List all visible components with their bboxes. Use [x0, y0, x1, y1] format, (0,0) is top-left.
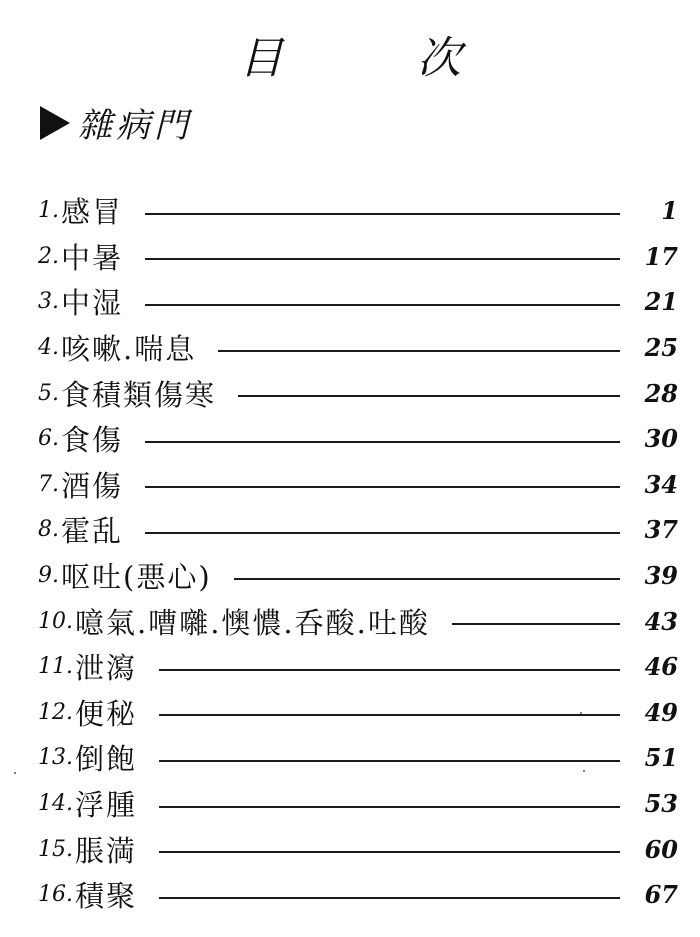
- toc-entry[interactable]: [38, 872, 678, 918]
- entry-title: 感冒: [61, 195, 124, 230]
- entry-page: 67: [644, 880, 678, 910]
- scan-speck: [14, 772, 16, 774]
- entry-title: 浮腫: [75, 788, 138, 823]
- entry-number: 6.: [38, 426, 59, 452]
- leader-line: [159, 851, 620, 853]
- scan-speck: [580, 712, 582, 714]
- entry-page: 37: [644, 515, 678, 545]
- entry-title: 倒飽: [75, 742, 138, 777]
- entry-title: 泄瀉: [75, 651, 138, 686]
- entry-page: 17: [644, 241, 678, 271]
- entry-title: 便秘: [75, 696, 138, 731]
- entry-page: 49: [644, 697, 678, 727]
- entry-title: 呕吐(悪心): [61, 560, 212, 595]
- entry-title: 食傷: [61, 423, 124, 458]
- entry-page: 39: [644, 561, 678, 591]
- entry-number: 10.: [38, 608, 73, 634]
- entry-page: 1: [661, 196, 678, 226]
- entry-number: 12.: [38, 699, 73, 725]
- entry-number: 11.: [38, 654, 73, 680]
- toc-entry[interactable]: [38, 781, 678, 827]
- toc-entry[interactable]: [38, 416, 678, 462]
- toc-entry[interactable]: [38, 644, 678, 690]
- toc-entry[interactable]: [38, 553, 678, 599]
- entry-number: 15.: [38, 836, 73, 862]
- entry-number: 5.: [38, 380, 59, 406]
- toc-entry[interactable]: [38, 826, 678, 872]
- entry-number: 7.: [38, 471, 59, 497]
- leader-line: [145, 441, 620, 443]
- entry-title: 食積類傷寒: [61, 377, 217, 412]
- toc-entry[interactable]: [38, 690, 678, 736]
- entry-page: 34: [644, 469, 678, 499]
- leader-line: [145, 258, 620, 260]
- entry-number: 4.: [38, 335, 59, 361]
- toc-entry[interactable]: [38, 370, 678, 416]
- entry-title: 霍乱: [61, 514, 124, 549]
- toc-list: [38, 188, 678, 918]
- entry-number: 13.: [38, 745, 73, 771]
- toc-entry[interactable]: [38, 598, 678, 644]
- entry-number: 3.: [38, 289, 59, 315]
- entry-title: 中暑: [61, 240, 124, 275]
- leader-line: [234, 578, 620, 580]
- entry-page: 25: [644, 333, 678, 363]
- entry-title: 積聚: [75, 879, 138, 914]
- leader-line: [452, 623, 620, 625]
- entry-number: 9.: [38, 563, 59, 589]
- leader-line: [145, 532, 620, 534]
- section-heading: [40, 98, 192, 147]
- entry-title: 酒傷: [61, 468, 124, 503]
- triangle-marker-icon: [40, 106, 70, 140]
- leader-line: [145, 304, 620, 306]
- entry-title: 噫氣.嘈囃.懊憹.呑酸.吐酸: [75, 605, 430, 640]
- leader-line: [218, 350, 620, 352]
- leader-line: [159, 806, 620, 808]
- entry-title: 咳嗽.喘息: [61, 332, 197, 367]
- entry-title: 脹満: [75, 833, 138, 868]
- leader-line: [159, 669, 620, 671]
- leader-line: [145, 486, 620, 488]
- leader-line: [159, 897, 620, 899]
- entry-title: 中湿: [61, 286, 124, 321]
- entry-page: 46: [644, 652, 678, 682]
- entry-page: 21: [644, 287, 678, 317]
- leader-line: [238, 395, 620, 397]
- leader-line: [159, 760, 620, 762]
- entry-page: 60: [644, 834, 678, 864]
- toc-entry[interactable]: [38, 507, 678, 553]
- entry-number: 8.: [38, 517, 59, 543]
- toc-entry[interactable]: [38, 325, 678, 371]
- leader-line: [159, 714, 620, 716]
- section-label: 雜病門: [78, 106, 192, 146]
- scan-speck: [583, 770, 585, 772]
- entry-page: 51: [644, 743, 678, 773]
- entry-number: 2.: [38, 243, 59, 269]
- toc-entry[interactable]: [38, 234, 678, 280]
- toc-entry[interactable]: [38, 462, 678, 508]
- entry-page: 53: [644, 789, 678, 819]
- toc-entry[interactable]: [38, 735, 678, 781]
- entry-number: 16.: [38, 882, 73, 908]
- entry-page: 28: [644, 378, 678, 408]
- entry-page: 43: [644, 606, 678, 636]
- entry-number: 14.: [38, 791, 73, 817]
- entry-number: 1.: [38, 198, 59, 224]
- toc-entry[interactable]: [38, 279, 678, 325]
- toc-entry[interactable]: [38, 188, 678, 234]
- entry-page: 30: [644, 424, 678, 454]
- leader-line: [145, 213, 620, 215]
- page-title: 目 次: [239, 33, 521, 84]
